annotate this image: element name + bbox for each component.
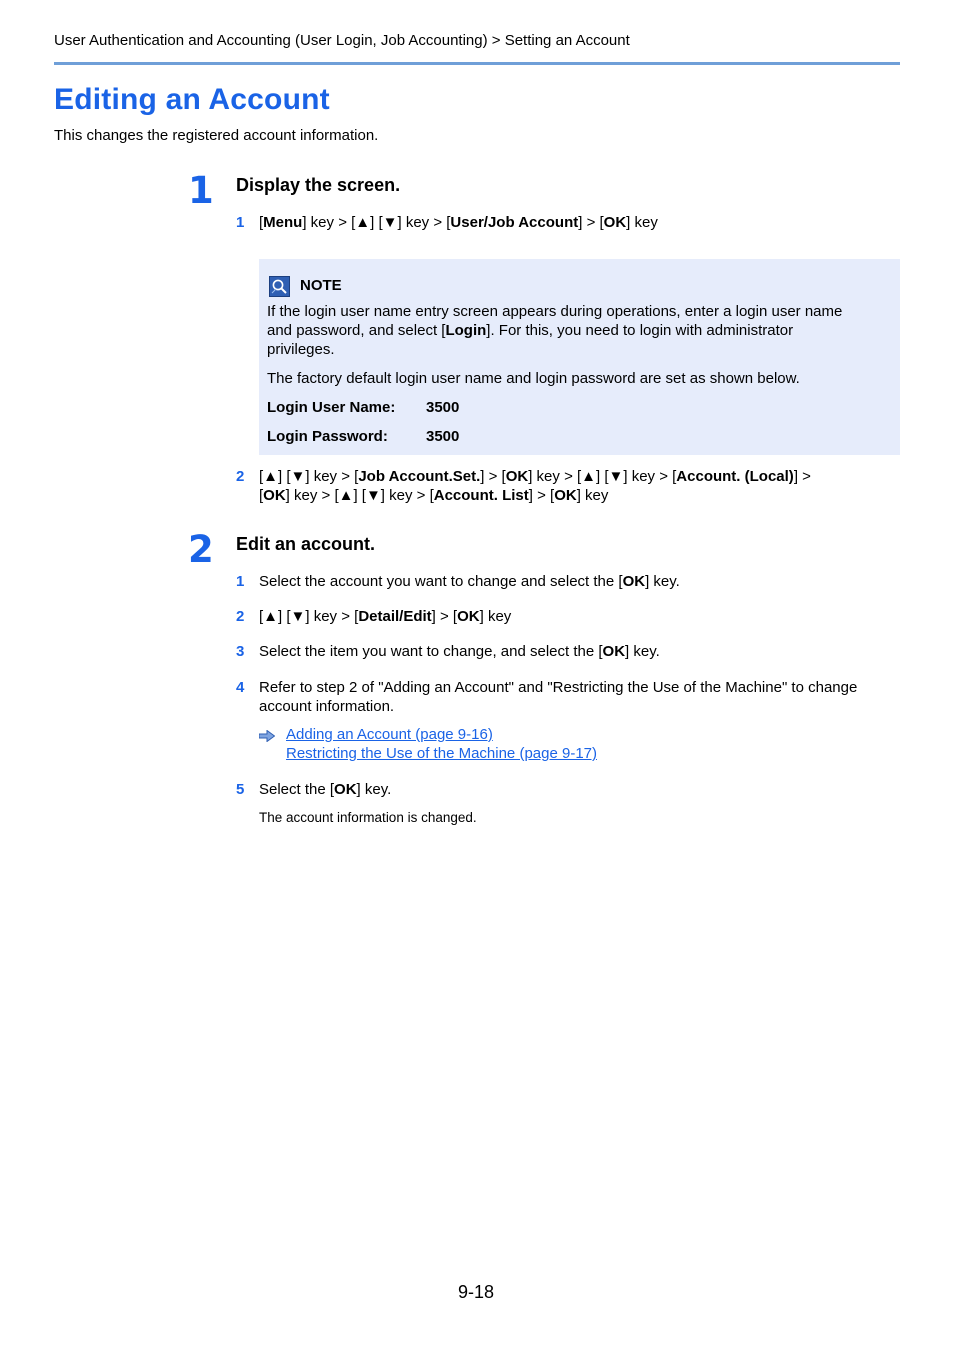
step-1-title: Display the screen. [236, 175, 401, 195]
step-1-substep-2-line-2: [OK] key > [▲] [▼] key > [Account. List] > [OK] key [259, 487, 609, 504]
bold-key-label: OK [505, 468, 529, 485]
step-2-substep-4-number: 4 [236, 679, 245, 696]
login-user-name-label: Login User Name: [267, 399, 396, 416]
link-restricting-use-of-machine[interactable]: Restricting the Use of the Machine (page 9-17) [286, 745, 597, 762]
login-password-value: 3500 [426, 428, 460, 445]
bold-key-label: Account. List [433, 487, 529, 504]
link-adding-an-account[interactable]: Adding an Account (page 9-16) [286, 726, 493, 743]
step-1-substep-2-number: 2 [236, 468, 245, 485]
bold-key-label: Menu [263, 214, 303, 231]
breadcrumb: User Authentication and Accounting (User Login, Job Accounting) > Setting an Account [54, 32, 630, 49]
step-2-substep-1-text: Select the account you want to change and select the [OK] key. [259, 573, 680, 590]
bold-key-label: Detail/Edit [358, 608, 432, 625]
bold-key-label: OK [457, 608, 480, 625]
arrow-right-icon [259, 729, 275, 741]
step-2-substep-5-text: Select the [OK] key. [259, 781, 392, 798]
bold-key-label: Login [445, 322, 487, 339]
step-2-number: 2 [188, 528, 214, 571]
bold-key-label: OK [554, 487, 577, 504]
bold-key-label: OK [602, 643, 626, 660]
login-password-label: Login Password: [267, 428, 388, 445]
bold-key-label: OK [263, 487, 286, 504]
note-label: NOTE [300, 277, 342, 294]
note-paragraph-1-line-3: privileges. [267, 341, 335, 358]
bold-key-label: Account. (Local) [676, 468, 794, 485]
header-rule [54, 62, 900, 65]
note-paragraph-1-line-2: and password, and select [Login]. For this, you need to login with administrator [267, 322, 794, 339]
step-2-substep-3-number: 3 [236, 643, 245, 660]
bold-key-label: OK [603, 214, 627, 231]
bold-key-label: OK [622, 573, 646, 590]
note-paragraph-2: The factory default login user name and login password are set as shown below. [267, 370, 800, 387]
step-2-substep-2-number: 2 [236, 608, 245, 625]
step-2-substep-2-text: [▲] [▼] key > [Detail/Edit] > [OK] key [259, 608, 512, 625]
step-2-substep-5-result: The account information is changed. [259, 810, 477, 825]
bold-key-label: User/Job Account [450, 214, 579, 231]
bold-key-label: OK [334, 781, 357, 798]
bold-key-label: Job Account.Set. [358, 468, 481, 485]
step-2-substep-5-number: 5 [236, 781, 245, 798]
note-paragraph-1-line-1: If the login user name entry screen appears during operations, enter a login user name [267, 303, 843, 320]
step-2-substep-1-number: 1 [236, 573, 245, 590]
step-2-title: Edit an account. [236, 534, 376, 554]
login-user-name-value: 3500 [426, 399, 460, 416]
note-icon [269, 276, 290, 297]
step-2-substep-3-text: Select the item you want to change, and select the [OK] key. [259, 643, 660, 660]
step-2-substep-4-line-2: account information. [259, 698, 395, 715]
step-1-substep-1-number: 1 [236, 214, 245, 231]
step-1-substep-1-text: [Menu] key > [▲] [▼] key > [User/Job Account] > [OK] key [259, 214, 658, 231]
step-2-substep-4-line-1: Refer to step 2 of "Adding an Account" and "Restricting the Use of the Machine" to change [259, 679, 858, 696]
intro-text: This changes the registered account information. [54, 127, 379, 144]
step-1-substep-2-line-1: [▲] [▼] key > [Job Account.Set.] > [OK] key > [▲] [▼] key > [Account. (Local)] > [259, 468, 811, 485]
note-box [259, 259, 900, 455]
page-number: 9-18 [458, 1282, 495, 1302]
step-1-number: 1 [188, 169, 214, 212]
page-title: Editing an Account [54, 83, 330, 116]
